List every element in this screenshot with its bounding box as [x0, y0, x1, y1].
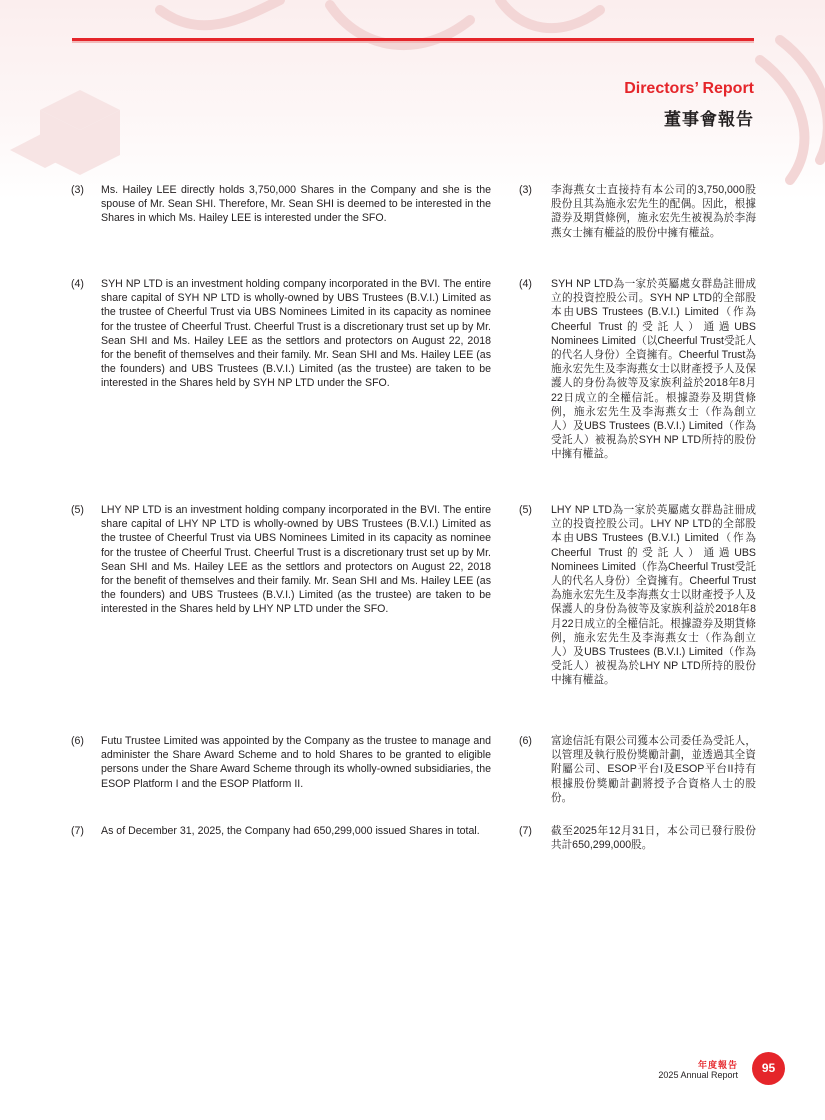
note-text: 富途信託有限公司獲本公司委任為受託人，以管理及執行股份獎勵計劃，並透過其全資附屬公司、ESOP平台I及ESOP平台II持有根據股份獎勵計劃將授予合資格人士的股份。	[551, 735, 756, 804]
note-number: (5)	[71, 504, 84, 516]
header-decoration	[0, 0, 825, 200]
top-rule-shadow	[72, 41, 754, 43]
note-number: (7)	[71, 825, 84, 837]
note-text: LHY NP LTD is an investment holding company incorporated in the BVI. The entire share capital of LHY NP LTD is wholly-owned by UBS Trustees (B.V.I.) Limited as the trustee of Cheerful Trust via UBS Nominees Limited in its capacity as nominee for the trustee of Cheerful Trust. Cheerful Trust is a discretionary trust set up by Mr. Sean SHI and Ms. Hailey LEE as the settlors and protectors on August 22, 2018 for the benefit of themselves and their family. Mr. Sean SHI and Ms. Hailey LEE (as the founders) and UBS Trustees (B.V.I.) Limited (as the trustee) are taken to be interested in the Shares held by LHY NP LTD under the SFO.	[101, 504, 491, 616]
note-number: (7)	[519, 825, 532, 837]
note-text: 李海燕女士直接持有本公司的3,750,000股股份且其為施永宏先生的配偶。因此，根據證券及期貨條例，施永宏先生被視為於李海燕女士擁有權益的股份中擁有權益。	[551, 184, 756, 239]
note-number: (3)	[519, 184, 532, 196]
note-number: (6)	[519, 735, 532, 747]
note-text: Ms. Hailey LEE directly holds 3,750,000 Shares in the Company and she is the spouse of Mr. Sean SHI. Therefore, Mr. Sean SHI is deemed to be interested in the Shares in which Ms. Hailey LEE is interested under the SFO.	[101, 184, 491, 225]
footer-report-en: 2025 Annual Report	[658, 1070, 738, 1080]
decorative-pattern-icon	[0, 0, 825, 200]
note-text: Futu Trustee Limited was appointed by the Company as the trustee to manage and administer the Share Award Scheme and to hold Shares to be granted to eligible persons under the Share Award Scheme through its wholly-owned subsidiaries, the ESOP Platform I and the ESOP Platform II.	[101, 735, 491, 790]
note-text: SYH NP LTD is an investment holding company incorporated in the BVI. The entire share capital of SYH NP LTD is wholly-owned by UBS Trustees (B.V.I.) Limited as the trustee of Cheerful Trust via UBS Nominees Limited in its capacity as nominee for the trustee of Cheerful Trust. Cheerful Trust is a discretionary trust set up by Mr. Sean SHI and Ms. Hailey LEE as the settlors and protectors on August 22, 2018 for the benefit of themselves and their family. Mr. Sean SHI and Ms. Hailey LEE (as the founders) and UBS Trustees (B.V.I.) Limited (as the trustee) are taken to be interested in the Shares held by SYH NP LTD under the SFO.	[101, 278, 491, 390]
footer-report-zh: 年度報告	[697, 1060, 738, 1070]
note-number: (4)	[71, 278, 84, 290]
page-title-zh: 董事會報告	[664, 110, 754, 129]
note-text: SYH NP LTD為一家於英屬處女群島註冊成立的投資控股公司。SYH NP LTD的全部股本由UBS Trustees (B.V.I.) Limited（作為Cheerful Trust的受託人）通過UBS Nominees Limited（以Cheerful Trust受託人的代名人身份）全資擁有。Cheerful Trust為施永宏先生及李海燕女士以財產授予人及保護人的身份為彼等及家族利益於2018年8月22日成立的全權信託。根據證券及期貨條例，施永宏先生及李海燕女士（作為創立人）及UBS Trustees (B.V.I.) Limited（作為受託人）被視為於SYH NP LTD所持的股份中擁有權益。	[551, 278, 756, 461]
note-text: LHY NP LTD為一家於英屬處女群島註冊成立的投資控股公司。LHY NP LTD的全部股本由UBS Trustees (B.V.I.) Limited（作為Cheerful Trust的受託人）通過UBS Nominees Limited（作為Cheerful Trust受託人的代名人身份）全資擁有。Cheerful Trust為施永宏先生及李海燕女士以財產授予人及保護人的身份為彼等及家族利益於2018年8月22日成立的全權信託。根據證券及期貨條例，施永宏先生及李海燕女士（作為創立人）及UBS Trustees (B.V.I.) Limited（作為受託人）被視為於LHY NP LTD所持的股份中擁有權益。	[551, 504, 756, 687]
page-number-badge: 95	[752, 1052, 785, 1085]
note-text: 截至2025年12月31日，本公司已發行股份共計650,299,000股。	[551, 825, 756, 852]
note-number: (6)	[71, 735, 84, 747]
note-number: (4)	[519, 278, 532, 290]
page-title-en: Directors’ Report	[624, 80, 754, 97]
note-text: As of December 31, 2025, the Company had 650,299,000 issued Shares in total.	[101, 825, 480, 837]
note-number: (5)	[519, 504, 532, 516]
note-number: (3)	[71, 184, 84, 196]
